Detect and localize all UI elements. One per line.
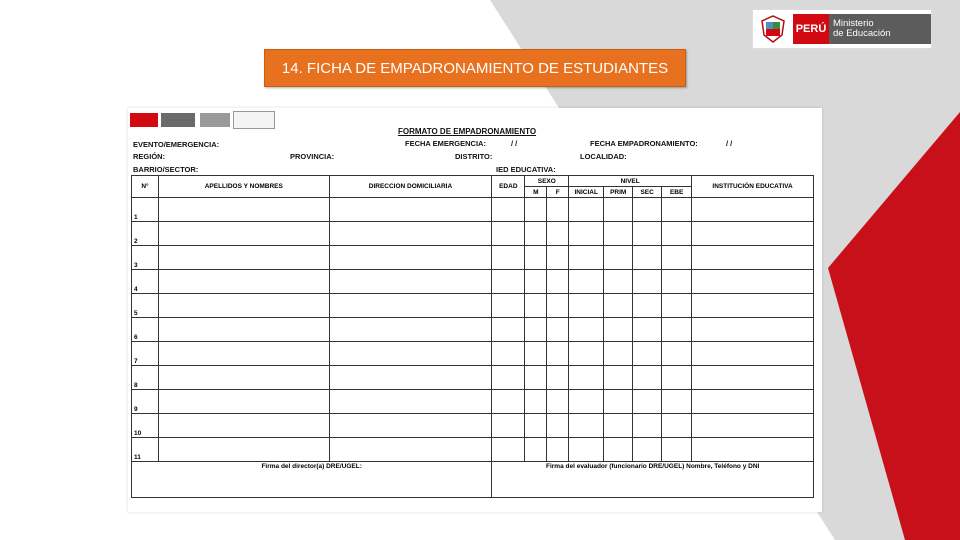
registration-form-document bbox=[128, 108, 822, 512]
table-cell[interactable] bbox=[547, 294, 569, 318]
table-cell[interactable] bbox=[662, 438, 692, 462]
table-cell[interactable] bbox=[604, 246, 633, 270]
table-cell[interactable] bbox=[547, 438, 569, 462]
table-cell[interactable] bbox=[329, 438, 492, 462]
peru-coat-of-arms-icon bbox=[757, 13, 789, 45]
col-inicial: INICIAL bbox=[569, 187, 604, 198]
table-cell[interactable] bbox=[158, 246, 329, 270]
label-fecha-emergencia: FECHA EMERGENCIA: bbox=[405, 139, 486, 148]
table-cell[interactable] bbox=[329, 198, 492, 222]
table-cell[interactable] bbox=[569, 414, 604, 438]
row-number: 1 bbox=[132, 198, 159, 222]
col-sexo: SEXO bbox=[525, 176, 569, 187]
table-row bbox=[132, 270, 814, 294]
table-cell[interactable] bbox=[662, 222, 692, 246]
col-edad: EDAD bbox=[492, 176, 525, 198]
table-cell[interactable] bbox=[569, 318, 604, 342]
table-cell[interactable] bbox=[633, 318, 662, 342]
table-cell[interactable] bbox=[569, 390, 604, 414]
student-table bbox=[131, 175, 814, 498]
row-number: 8 bbox=[132, 366, 159, 390]
table-body bbox=[132, 198, 814, 462]
table-row bbox=[132, 198, 814, 222]
table-cell[interactable] bbox=[633, 222, 662, 246]
table-cell[interactable] bbox=[633, 294, 662, 318]
table-cell[interactable] bbox=[525, 438, 547, 462]
table-row bbox=[132, 438, 814, 462]
table-cell[interactable] bbox=[525, 294, 547, 318]
label-ied: IED EDUCATIVA: bbox=[496, 165, 556, 174]
row-number: 6 bbox=[132, 318, 159, 342]
fecha-emergencia-slashes: / / bbox=[511, 139, 518, 148]
table-row bbox=[132, 246, 814, 270]
table-cell[interactable] bbox=[569, 438, 604, 462]
table-cell[interactable] bbox=[158, 294, 329, 318]
table-cell[interactable] bbox=[662, 390, 692, 414]
table-cell[interactable] bbox=[492, 366, 525, 390]
table-cell[interactable] bbox=[329, 318, 492, 342]
col-m: M bbox=[525, 187, 547, 198]
table-cell[interactable] bbox=[633, 246, 662, 270]
table-cell[interactable] bbox=[492, 198, 525, 222]
table-cell[interactable] bbox=[662, 270, 692, 294]
label-evento: EVENTO/EMERGENCIA: bbox=[133, 140, 220, 149]
row-number: 9 bbox=[132, 390, 159, 414]
table-cell[interactable] bbox=[604, 390, 633, 414]
table-cell[interactable] bbox=[692, 342, 814, 366]
col-nivel: NIVEL bbox=[569, 176, 692, 187]
table-cell[interactable] bbox=[569, 270, 604, 294]
signature-director: Firma del director(a) DRE/UGEL: bbox=[132, 462, 492, 498]
table-cell[interactable] bbox=[547, 270, 569, 294]
label-fecha-empadronamiento: FECHA EMPADRONAMIENTO: bbox=[590, 139, 698, 148]
row-number: 4 bbox=[132, 270, 159, 294]
table-cell[interactable] bbox=[662, 198, 692, 222]
table-cell[interactable] bbox=[525, 318, 547, 342]
table-cell[interactable] bbox=[569, 342, 604, 366]
table-row bbox=[132, 318, 814, 342]
col-sec: SEC bbox=[633, 187, 662, 198]
form-logo-red bbox=[130, 113, 158, 127]
table-cell[interactable] bbox=[525, 246, 547, 270]
table-cell[interactable] bbox=[158, 318, 329, 342]
table-cell[interactable] bbox=[692, 318, 814, 342]
col-ebe: EBE bbox=[662, 187, 692, 198]
table-cell[interactable] bbox=[604, 414, 633, 438]
table-cell[interactable] bbox=[329, 270, 492, 294]
table-cell[interactable] bbox=[692, 414, 814, 438]
table-cell[interactable] bbox=[692, 246, 814, 270]
table-cell[interactable] bbox=[158, 342, 329, 366]
table-cell[interactable] bbox=[158, 438, 329, 462]
table-row bbox=[132, 366, 814, 390]
label-region: REGIÓN: bbox=[133, 152, 166, 161]
table-row bbox=[132, 222, 814, 246]
col-prim: PRIM bbox=[604, 187, 633, 198]
table-cell[interactable] bbox=[329, 390, 492, 414]
table-cell[interactable] bbox=[662, 342, 692, 366]
table-cell[interactable] bbox=[329, 246, 492, 270]
table-cell[interactable] bbox=[692, 390, 814, 414]
table-cell[interactable] bbox=[547, 414, 569, 438]
table-cell[interactable] bbox=[692, 294, 814, 318]
table-cell[interactable] bbox=[329, 366, 492, 390]
table-cell[interactable] bbox=[492, 318, 525, 342]
table-cell[interactable] bbox=[492, 294, 525, 318]
table-cell[interactable] bbox=[329, 294, 492, 318]
table-cell[interactable] bbox=[492, 390, 525, 414]
table-cell[interactable] bbox=[692, 198, 814, 222]
table-cell[interactable] bbox=[633, 342, 662, 366]
row-number: 11 bbox=[132, 438, 159, 462]
table-cell[interactable] bbox=[158, 198, 329, 222]
table-cell[interactable] bbox=[569, 198, 604, 222]
col-f: F bbox=[547, 187, 569, 198]
logo-ministry-label: Ministerio de Educación bbox=[829, 14, 931, 44]
table-cell[interactable] bbox=[547, 222, 569, 246]
table-cell[interactable] bbox=[547, 342, 569, 366]
signature-evaluador: Firma del evaluador (funcionario DRE/UGEL) Nombre, Teléfono y DNI bbox=[492, 462, 814, 498]
table-cell[interactable] bbox=[662, 294, 692, 318]
table-row bbox=[132, 294, 814, 318]
table-cell[interactable] bbox=[633, 270, 662, 294]
table-cell[interactable] bbox=[604, 366, 633, 390]
table-cell[interactable] bbox=[329, 342, 492, 366]
table-cell[interactable] bbox=[569, 294, 604, 318]
row-number: 3 bbox=[132, 246, 159, 270]
page-title: 14. FICHA DE EMPADRONAMIENTO DE ESTUDIANTES bbox=[264, 49, 686, 87]
form-heading: FORMATO DE EMPADRONAMIENTO bbox=[398, 127, 537, 136]
table-cell[interactable] bbox=[604, 318, 633, 342]
table-cell[interactable] bbox=[604, 438, 633, 462]
table-cell[interactable] bbox=[158, 270, 329, 294]
table-cell[interactable] bbox=[492, 270, 525, 294]
table-cell[interactable] bbox=[604, 270, 633, 294]
table-cell[interactable] bbox=[692, 222, 814, 246]
table-cell[interactable] bbox=[492, 246, 525, 270]
form-logo-gray bbox=[161, 113, 195, 127]
table-cell[interactable] bbox=[662, 366, 692, 390]
form-logo-gray-secondary bbox=[200, 113, 230, 127]
table-cell[interactable] bbox=[633, 438, 662, 462]
table-cell[interactable] bbox=[525, 198, 547, 222]
table-cell[interactable] bbox=[158, 414, 329, 438]
table-cell[interactable] bbox=[525, 342, 547, 366]
table-cell[interactable] bbox=[633, 366, 662, 390]
table-cell[interactable] bbox=[633, 198, 662, 222]
ministry-logo bbox=[752, 9, 932, 49]
table-cell[interactable] bbox=[492, 438, 525, 462]
row-number: 2 bbox=[132, 222, 159, 246]
table-cell[interactable] bbox=[662, 414, 692, 438]
table-cell[interactable] bbox=[633, 390, 662, 414]
table-cell[interactable] bbox=[525, 390, 547, 414]
table-cell[interactable] bbox=[569, 222, 604, 246]
table-cell[interactable] bbox=[569, 246, 604, 270]
table-cell[interactable] bbox=[569, 366, 604, 390]
signature-row bbox=[132, 462, 814, 498]
table-cell[interactable] bbox=[547, 390, 569, 414]
table-cell[interactable] bbox=[662, 246, 692, 270]
fecha-empadronamiento-slashes: / / bbox=[726, 139, 733, 148]
table-cell[interactable] bbox=[547, 318, 569, 342]
table-row bbox=[132, 414, 814, 438]
table-cell[interactable] bbox=[547, 246, 569, 270]
label-provincia: PROVINCIA: bbox=[290, 152, 335, 161]
table-cell[interactable] bbox=[158, 366, 329, 390]
table-cell[interactable] bbox=[329, 222, 492, 246]
table-cell[interactable] bbox=[633, 414, 662, 438]
row-number: 5 bbox=[132, 294, 159, 318]
table-cell[interactable] bbox=[692, 270, 814, 294]
row-number: 7 bbox=[132, 342, 159, 366]
table-cell[interactable] bbox=[525, 222, 547, 246]
col-num: N° bbox=[132, 176, 159, 198]
label-localidad: LOCALIDAD: bbox=[580, 152, 627, 161]
label-distrito: DISTRITO: bbox=[455, 152, 493, 161]
table-cell[interactable] bbox=[604, 198, 633, 222]
table-row bbox=[132, 390, 814, 414]
table-cell[interactable] bbox=[604, 222, 633, 246]
col-apellidos: APELLIDOS Y NOMBRES bbox=[158, 176, 329, 198]
table-cell[interactable] bbox=[525, 414, 547, 438]
table-cell[interactable] bbox=[604, 342, 633, 366]
table-cell[interactable] bbox=[692, 438, 814, 462]
table-cell[interactable] bbox=[329, 414, 492, 438]
table-header-row bbox=[132, 176, 814, 187]
row-number: 10 bbox=[132, 414, 159, 438]
table-cell[interactable] bbox=[158, 222, 329, 246]
table-cell[interactable] bbox=[492, 342, 525, 366]
col-direccion: DIRECCION DOMICILIARIA bbox=[329, 176, 492, 198]
logo-peru-label: PERÚ bbox=[793, 14, 829, 44]
table-cell[interactable] bbox=[492, 414, 525, 438]
label-barrio: BARRIO/SECTOR: bbox=[133, 165, 199, 174]
form-logo-box bbox=[233, 111, 275, 129]
col-institucion: INSTITUCIÓN EDUCATIVA bbox=[692, 176, 814, 198]
form-logos bbox=[130, 111, 275, 129]
table-cell[interactable] bbox=[547, 366, 569, 390]
table-row bbox=[132, 342, 814, 366]
table-cell[interactable] bbox=[692, 366, 814, 390]
table-cell[interactable] bbox=[492, 222, 525, 246]
table-cell[interactable] bbox=[662, 318, 692, 342]
table-cell[interactable] bbox=[158, 390, 329, 414]
table-cell[interactable] bbox=[525, 270, 547, 294]
table-cell[interactable] bbox=[604, 294, 633, 318]
table-cell[interactable] bbox=[547, 198, 569, 222]
table-cell[interactable] bbox=[525, 366, 547, 390]
